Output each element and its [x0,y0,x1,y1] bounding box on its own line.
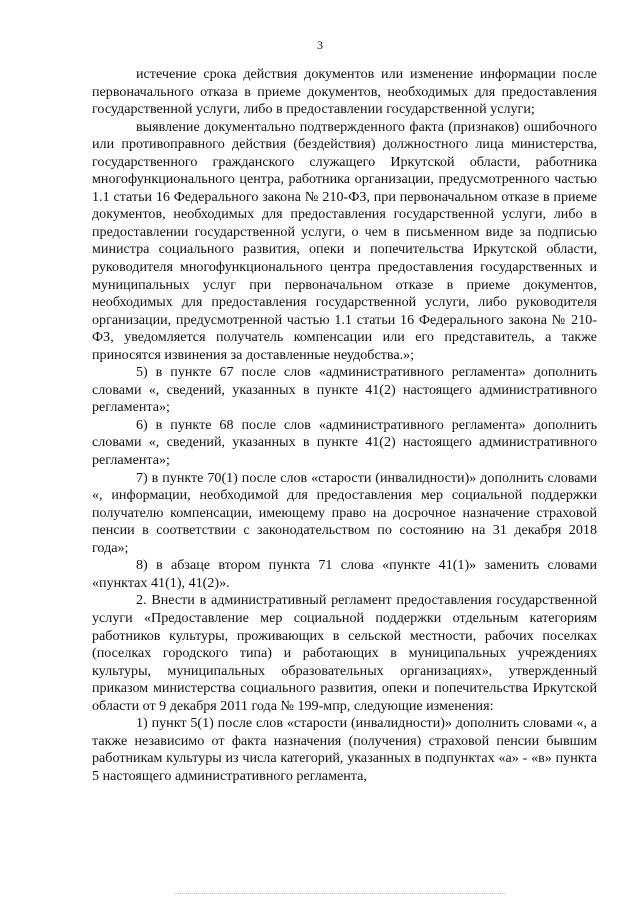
document-body [92,66,597,785]
paragraph: 7) в пункте 70(1) после слов «старости (инвалидности)» дополнить словами «, информации, необходимой для предоставления мер социальной поддержки получателю компенсации, имеющему право на досрочное назначение страховой пенсии в соответствии с законодательством по состоянию на 31 декабря 2018 года»; [92,469,597,556]
paragraph: выявление документально подтвержденного факта (признаков) ошибочного или противоправного действия (бездействия) должностного лица министерства, государственного гражданского служащего Иркутской области, работника многофункционального центра, работника организации, предусмотренного частью 1.1 статьи 16 Федерального закона № 210-ФЗ, при первоначальном отказе в приеме документов, необходимых для предоставления государственной услуги, либо в предоставлении государственной услуги, о чем в письменном виде за подписью министра социального развития, опеки и попечительства Иркутской области, руководителя многофункционального центра предоставления государственных и муниципальных услуг при первоначальном отказе в приеме документов, необходимых для предоставления государственной услуги, либо руководителя организации, предусмотренной частью 1.1 статьи 16 Федерального закона № 210-ФЗ, уведомляется получатель компенсации или его представитель, а также приносятся извинения за доставленные неудобства.»; [92,118,597,363]
paragraph: 1) пункт 5(1) после слов «старости (инвалидности)» дополнить словами «, а также независимо от факта назначения (получения) страховой пенсии бывшим работникам культуры из числа категорий, указанных в подпунктах «а» - «в» пункта 5 настоящего административного регламента, [92,715,597,784]
paragraph: 5) в пункте 67 после слов «административного регламента» дополнить словами «, сведений, указанных в пункте 41(2) настоящего административного регламента»; [92,364,597,416]
footer-divider [175,893,505,894]
page-number: 3 [317,38,323,52]
paragraph: 2. Внести в административный регламент предоставления государственной услуги «Предоставление мер социальной поддержки отдельным категориям работников культуры, проживающих в сельской местности, рабочих поселках (поселках городского типа) и работающих в муниципальных учреждениях культуры, муниципальных образовательных организациях», утвержденный приказом министерства социального развития, опеки и попечительства Иркутской области от 9 декабря 2011 года № 199-мпр, следующие изменения: [92,592,597,714]
paragraph: 6) в пункте 68 после слов «административного регламента» дополнить словами «, сведений, указанных в пункте 41(2) настоящего административного регламента»; [92,416,597,469]
paragraph: истечение срока действия документов или изменение информации после первоначального отказа в приеме документов, необходимых для предоставления государственной услуги, либо в предоставлении государственной услуги; [92,66,597,118]
paragraph: 8) в абзаце втором пункта 71 слова «пункте 41(1)» заменить словами «пунктах 41(1), 41(2)». [92,557,597,591]
